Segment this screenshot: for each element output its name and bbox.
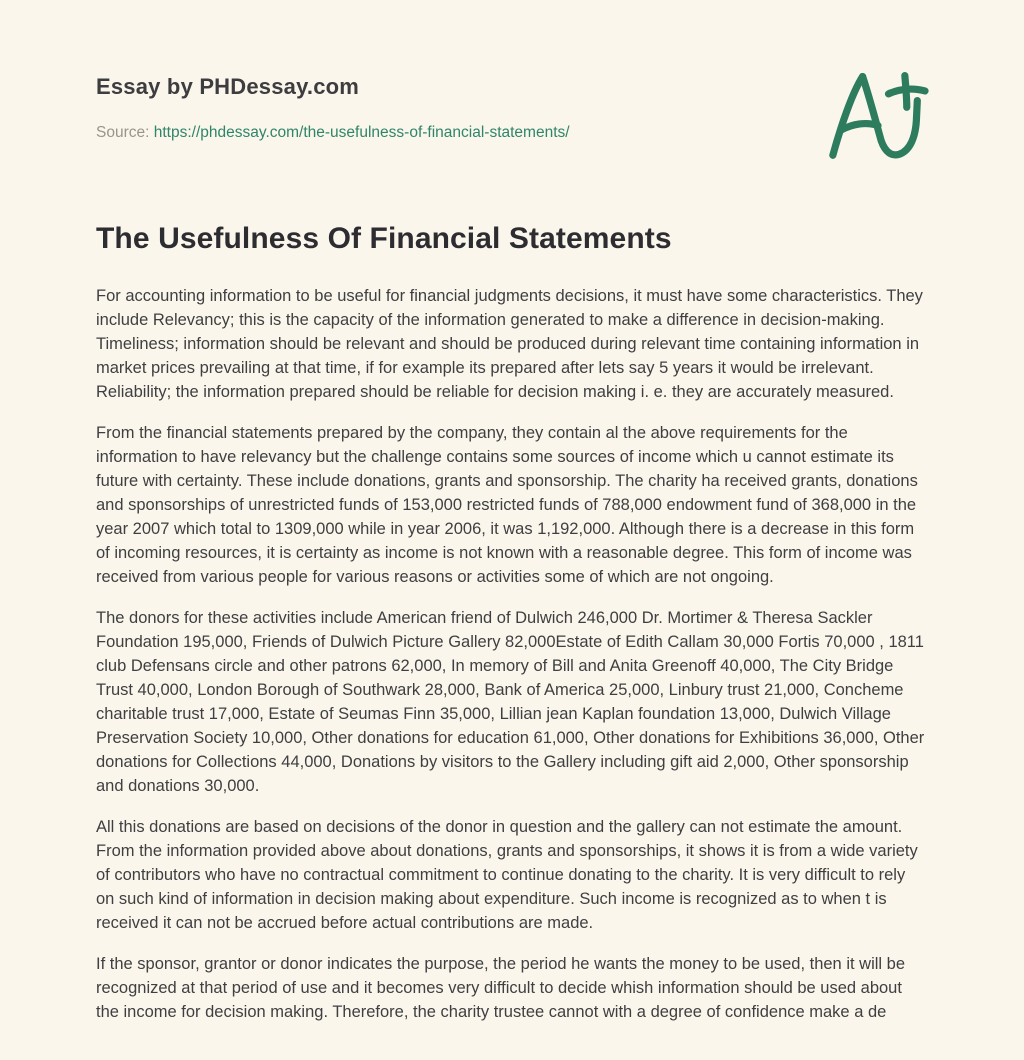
essay-body bbox=[96, 284, 928, 1024]
essay-paragraph: All this donations are based on decisions of the donor in question and the gallery can not estimate the amount. From the information provided above about donations, grants and sponsorships, it shows it is from a wide variety of contributors who have no contractual commitment to continue donating to the charity. It is very difficult to rely on such kind of information in decision making about expenditure. Such income is recognized as to when t is received it can not be accrued before actual contributions are made. bbox=[96, 818, 918, 932]
source-line bbox=[96, 124, 570, 142]
source-link[interactable]: https://phdessay.com/the-usefulness-of-financial-statements/ bbox=[153, 124, 570, 141]
essay-paragraph: If the sponsor, grantor or donor indicates the purpose, the period he wants the money to be used, then it will be recognized at that period of use and it becomes very difficult to decide whish information should be used about the income for decision making. Therefore, the charity trustee cannot with a degree of confidence make a de bbox=[96, 955, 905, 1021]
header-text-block bbox=[96, 72, 570, 142]
a-plus-logo-icon bbox=[818, 66, 936, 162]
essay-paragraph: From the financial statements prepared by the company, they contain al the above requirements for the information to have relevancy but the challenge contains some sources of income which u cannot estimate its future with certainty. These include donations, grants and sponsorship. The charity ha received grants, donations and sponsorships of unrestricted funds of 153,000 restricted funds of 788,000 endowment fund of 368,000 in the year 2007 which total to 1309,000 while in year 2006, it was 1,192,000. Although there is a decrease in this form of incoming resources, it is certainty as income is not known with a reasonable degree. This form of income was received from various people for various reasons or activities some of which are not ongoing. bbox=[96, 424, 918, 586]
page-title: The Usefulness Of Financial Statements bbox=[96, 222, 672, 255]
header bbox=[96, 72, 928, 162]
source-label: Source: bbox=[96, 124, 150, 141]
byline: Essay by PHDessay.com bbox=[96, 74, 360, 99]
essay-paragraph: For accounting information to be useful for financial judgments decisions, it must have some characteristics. They include Relevancy; this is the capacity of the information generated to make a difference in decision-making. Timeliness; information should be relevant and should be produced during relevant time containing information in market prices prevailing at that time, if for example its prepared after lets say 5 years it would be irrelevant. Reliability; the information prepared should be reliable for decision making i. e. they are accurately measured. bbox=[96, 287, 923, 401]
essay-paragraph: The donors for these activities include American friend of Dulwich 246,000 Dr. Mortimer & Theresa Sackler Foundation 195,000, Friends of Dulwich Picture Gallery 82,000Estate of Edith Callam 30,000 Fortis 70,000 , 1811 club Defensans circle and other patrons 62,000, In memory of Bill and Anita Greenoff 40,000, The City Bridge Trust 40,000, London Borough of Southwark 28,000, Bank of America 25,000, Linbury trust 21,000, Concheme charitable trust 17,000, Estate of Seumas Finn 35,000, Lillian jean Kaplan foundation 13,000, Dulwich Village Preservation Society 10,000, Other donations for education 61,000, Other donations for Exhibitions 36,000, Other donations for Collections 44,000, Donations by visitors to the Gallery including gift aid 2,000, Other sponsorship and donations 30,000. bbox=[96, 609, 925, 795]
